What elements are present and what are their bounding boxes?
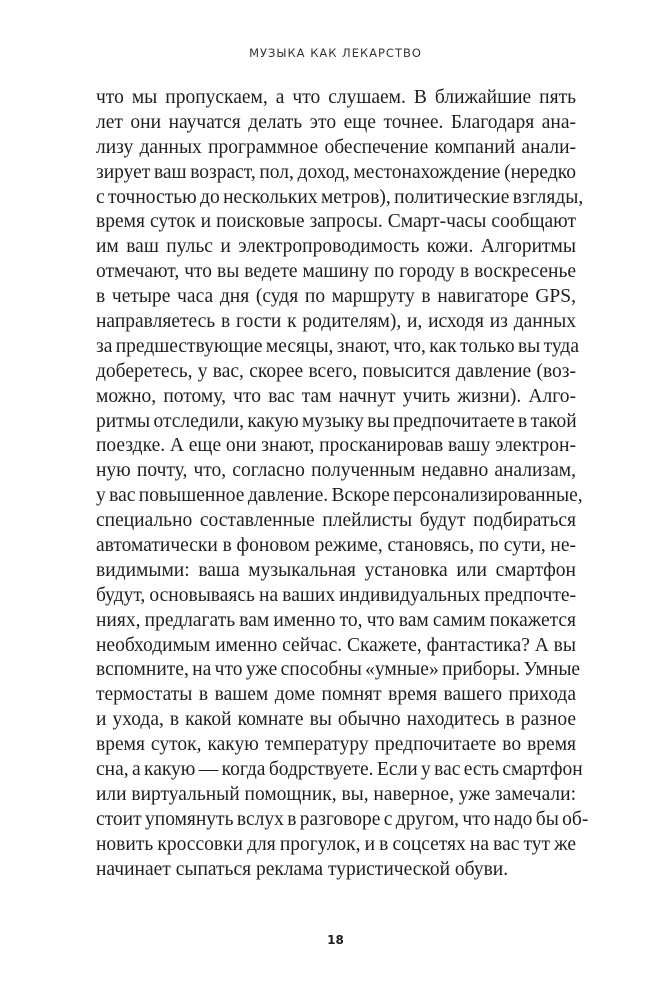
running-header: МУЗЫКА КАК ЛЕКАРСТВО — [249, 46, 422, 60]
text-line: что мы пропускаем, а что слушаем. В ближайшие пять — [96, 87, 576, 108]
text-line: в четыре часа дня (судя по маршруту в навигаторе GPS, — [96, 286, 576, 308]
text-line: видимыми: ваша музыкальная установка или смартфон — [96, 559, 576, 581]
text-line: или виртуальный помощник, вы, наверное, уже замечали: — [96, 783, 576, 805]
text-line: отмечают, что вы ведете машину по городу в воскресенье — [96, 261, 576, 283]
text-line: зирует ваш возраст, пол, доход, местонахождение (нередко — [96, 161, 576, 183]
text-line: поездке. А еще они знают, просканировав вашу электрон- — [96, 435, 576, 457]
text-line: ритмы отследили, какую музыку вы предпочитаете в такой — [96, 410, 577, 432]
page-number: 18 — [327, 933, 344, 947]
text-line: ную почту, что, согласно полученным недавно анализам, — [96, 460, 576, 482]
text-line: с точностью до нескольких метров), политические взгляды, — [96, 186, 584, 208]
text-line: необходимым именно сейчас. Скажете, фантастика? А вы — [96, 634, 576, 656]
text-line: сна, а какую — когда бодрствуете. Если у вас есть смартфон — [96, 759, 583, 781]
text-line: направляетесь в гости к родителям), и, исходя из данных — [96, 311, 576, 333]
text-line: термостаты в вашем доме помнят время вашего прихода — [96, 684, 576, 706]
text-line: автоматически в фоновом режиме, становясь, по сути, не- — [96, 535, 576, 557]
text-line: новить кроссовки для прогулок, и в соцсетях на вас тут же — [96, 833, 576, 855]
text-line: лет они научатся делать это еще точнее. Благодаря ана- — [96, 111, 576, 133]
text-line: начинает сыпаться реклама туристической обуви. — [96, 858, 509, 880]
text-line: время суток, какую температуру предпочитаете во время — [96, 734, 576, 756]
text-line: можно, потому, что вас там начнут учить жизни). Алго- — [96, 385, 576, 407]
text-line: за предшествующие месяцы, знают, что, как только вы туда — [96, 335, 580, 357]
text-line: будут, основываясь на ваших индивидуальных предпочте- — [96, 584, 576, 606]
text-line: стоит упомянуть вслух в разговоре с другом, что надо бы об- — [96, 808, 589, 830]
text-line: у вас повышенное давление. Вскоре персонализированные, — [96, 485, 583, 507]
text-line: лизу данных программное обеспечение компаний анали- — [96, 136, 576, 158]
body-paragraph — [96, 86, 589, 883]
text-line: им ваш пульс и электропроводимость кожи. Алгоритмы — [96, 236, 576, 258]
text-line: специально составленные плейлисты будут подбираться — [96, 510, 576, 532]
text-line: и ухода, в какой комнате вы обычно находитесь в разное — [96, 709, 576, 731]
text-line: время суток и поисковые запросы. Смарт-часы сообщают — [96, 211, 576, 233]
text-line: ниях, предлагать вам именно то, что вам самим покажется — [96, 609, 576, 631]
text-line: вспомните, на что уже способны «умные» приборы. Умные — [96, 659, 581, 681]
text-line: доберетесь, у вас, скорее всего, повысится давление (воз- — [96, 360, 576, 382]
